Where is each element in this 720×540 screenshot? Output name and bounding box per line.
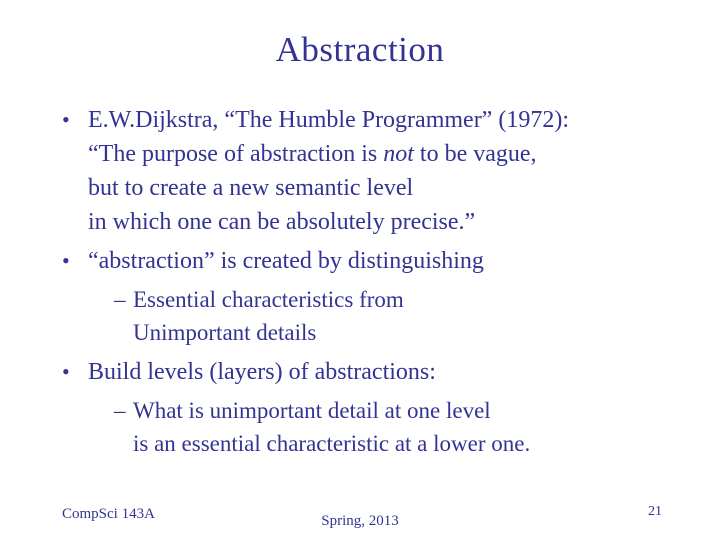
footer-page-number: 21 xyxy=(648,504,662,519)
bullet-line xyxy=(88,205,706,239)
bullet-lines xyxy=(88,244,706,278)
bullet-lines xyxy=(88,355,706,389)
slide-title: Abstraction xyxy=(275,30,445,69)
bullet-lines xyxy=(133,283,706,349)
bullet-line xyxy=(88,171,706,205)
bullet-line xyxy=(88,244,706,278)
bullet-line xyxy=(88,103,706,137)
bullet-item xyxy=(62,103,706,239)
text-run: “abstraction” is created by distinguishing xyxy=(88,248,484,274)
bullet-list xyxy=(62,103,706,466)
bullet-line xyxy=(133,283,706,316)
text-run: Build levels (layers) of abstractions: xyxy=(88,359,436,385)
bullet-dot-marker: • xyxy=(62,107,70,132)
text-run: E.W.Dijkstra, “The Humble Programmer” (1972): xyxy=(88,107,569,133)
footer-term: Spring, 2013 xyxy=(321,513,399,529)
bullet-line xyxy=(133,427,706,460)
text-run: Unimportant details xyxy=(133,320,317,345)
bullet-lines xyxy=(88,103,706,239)
bullet-item xyxy=(62,355,706,389)
footer-course: CompSci 143A xyxy=(62,506,155,522)
bullet-dot-marker: • xyxy=(62,359,70,384)
bullet-dash-marker: – xyxy=(114,398,126,423)
text-run: Essential characteristics from xyxy=(133,287,404,312)
bullet-line xyxy=(88,355,706,389)
text-run: to be vague, xyxy=(413,141,537,167)
text-run: “The purpose of abstraction is xyxy=(88,141,384,167)
bullet-line xyxy=(88,137,706,171)
bullet-lines xyxy=(133,394,706,460)
bullet-item xyxy=(114,394,706,460)
text-run: What is unimportant detail at one level xyxy=(133,398,491,423)
italic-text-run: not xyxy=(383,141,414,167)
text-run: in which one can be absolutely precise.” xyxy=(88,209,476,235)
text-run: is an essential characteristic at a lower one. xyxy=(133,431,531,456)
bullet-line xyxy=(133,316,706,349)
bullet-dot-marker: • xyxy=(62,248,70,273)
text-run: but to create a new semantic level xyxy=(88,175,414,201)
bullet-item xyxy=(62,244,706,278)
bullet-line xyxy=(133,394,706,427)
bullet-item xyxy=(114,283,706,349)
bullet-dash-marker: – xyxy=(114,287,126,312)
